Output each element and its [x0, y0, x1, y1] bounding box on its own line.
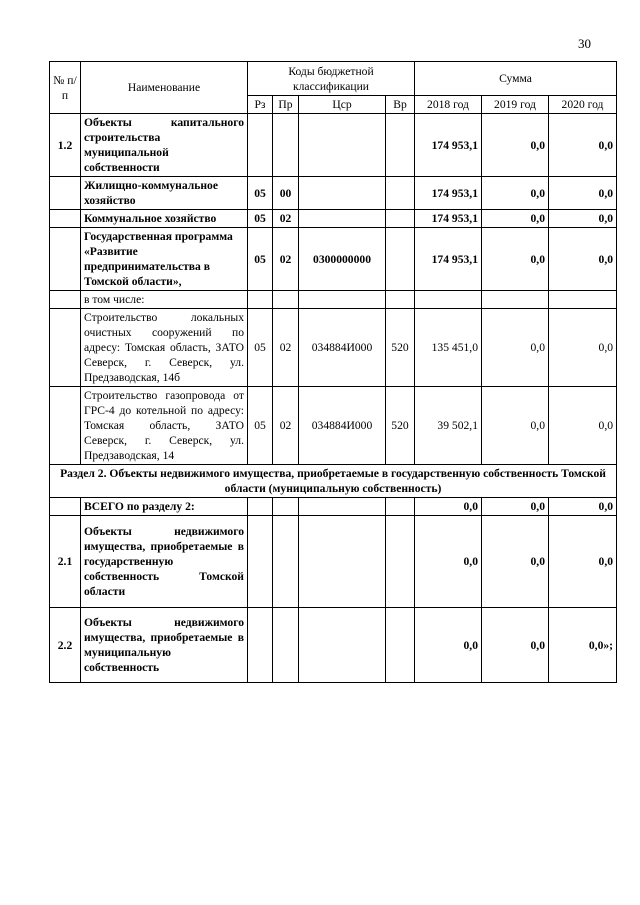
total-vr	[386, 498, 415, 516]
row-2019: 0,0	[482, 177, 549, 210]
row-vr	[386, 177, 415, 210]
row-rz: 05	[248, 228, 273, 291]
header-2018: 2018 год	[415, 96, 482, 114]
row-2020	[549, 291, 617, 309]
row-2020: 0,0	[549, 228, 617, 291]
row-csr	[299, 291, 386, 309]
row-vr	[386, 114, 415, 177]
table-row	[50, 177, 617, 210]
row-2018: 0,0	[415, 516, 482, 608]
row-rz: 05	[248, 177, 273, 210]
header-vr: Вр	[386, 96, 415, 114]
row-rz	[248, 291, 273, 309]
row-2020: 0,0	[549, 177, 617, 210]
row-2018: 174 953,1	[415, 210, 482, 228]
row-2018: 135 451,0	[415, 309, 482, 387]
row-csr	[299, 210, 386, 228]
row-name: Объекты недвижимого имущества, приобретаемые в государственную собственность Томской области	[81, 516, 248, 608]
row-vr: 520	[386, 387, 415, 465]
budget-table	[49, 61, 617, 683]
table-row	[50, 387, 617, 465]
header-2019: 2019 год	[482, 96, 549, 114]
row-2020: 0,0	[549, 387, 617, 465]
table-row	[50, 516, 617, 608]
total-2019: 0,0	[482, 498, 549, 516]
row-vr: 520	[386, 309, 415, 387]
row-pr: 02	[273, 387, 299, 465]
header-rz: Рз	[248, 96, 273, 114]
row-2018: 174 953,1	[415, 114, 482, 177]
total-num	[50, 498, 81, 516]
row-2018: 174 953,1	[415, 177, 482, 210]
row-vr	[386, 516, 415, 608]
row-2019: 0,0	[482, 228, 549, 291]
row-vr	[386, 291, 415, 309]
row-num	[50, 210, 81, 228]
row-rz: 05	[248, 387, 273, 465]
total-label: ВСЕГО по разделу 2:	[81, 498, 248, 516]
row-num: 2.2	[50, 608, 81, 683]
row-2018	[415, 291, 482, 309]
row-name: Коммунальное хозяйство	[81, 210, 248, 228]
table-row	[50, 309, 617, 387]
row-num	[50, 228, 81, 291]
row-num	[50, 309, 81, 387]
header-sum: Сумма	[415, 62, 617, 96]
row-csr: 034884И000	[299, 309, 386, 387]
row-2018: 39 502,1	[415, 387, 482, 465]
header-codes: Коды бюджетной классификации	[248, 62, 415, 96]
header-name: Наименование	[81, 62, 248, 114]
row-csr	[299, 608, 386, 683]
table-row	[50, 210, 617, 228]
row-csr: 034884И000	[299, 387, 386, 465]
table-row	[50, 114, 617, 177]
row-rz	[248, 608, 273, 683]
row-vr	[386, 228, 415, 291]
header-row-1	[50, 62, 617, 96]
row-csr	[299, 177, 386, 210]
row-2020: 0,0	[549, 309, 617, 387]
section-header-row	[50, 465, 617, 498]
row-vr	[386, 210, 415, 228]
row-num: 1.2	[50, 114, 81, 177]
row-name: Объекты капитального строительства муниципальной собственности	[81, 114, 248, 177]
row-pr	[273, 114, 299, 177]
row-pr	[273, 608, 299, 683]
row-num	[50, 387, 81, 465]
total-pr	[273, 498, 299, 516]
row-num: 2.1	[50, 516, 81, 608]
row-csr	[299, 516, 386, 608]
table-row	[50, 608, 617, 683]
row-pr: 02	[273, 228, 299, 291]
section-title: Раздел 2. Объекты недвижимого имущества, приобретаемые в государственную собственность Томской области (муниципальную собственность)	[50, 465, 617, 498]
total-2018: 0,0	[415, 498, 482, 516]
table-row	[50, 228, 617, 291]
total-row	[50, 498, 617, 516]
row-name: Строительство газопровода от ГРС-4 до котельной по адресу: Томская область, ЗАТО Северск, г. Северск, ул. Предзаводская, 14	[81, 387, 248, 465]
row-2018: 0,0	[415, 608, 482, 683]
row-rz	[248, 114, 273, 177]
row-name: Объекты недвижимого имущества, приобретаемые в муниципальную собственность	[81, 608, 248, 683]
total-2020: 0,0	[549, 498, 617, 516]
row-name: Жилищно-коммунальное хозяйство	[81, 177, 248, 210]
total-csr	[299, 498, 386, 516]
table-row	[50, 291, 617, 309]
row-2020: 0,0	[549, 516, 617, 608]
row-pr: 00	[273, 177, 299, 210]
row-pr: 02	[273, 210, 299, 228]
row-num	[50, 177, 81, 210]
row-name: Строительство локальных очистных сооружений по адресу: Томская область, ЗАТО Северск, г. Северск, ул. Предзаводская, 14б	[81, 309, 248, 387]
row-2020: 0,0	[549, 114, 617, 177]
header-num: № п/п	[50, 62, 81, 114]
row-2019: 0,0	[482, 114, 549, 177]
row-csr	[299, 114, 386, 177]
row-rz	[248, 516, 273, 608]
total-rz	[248, 498, 273, 516]
header-2020: 2020 год	[549, 96, 617, 114]
row-2019: 0,0	[482, 387, 549, 465]
row-2018: 174 953,1	[415, 228, 482, 291]
header-pr: Пр	[273, 96, 299, 114]
row-2019	[482, 291, 549, 309]
row-2020: 0,0»;	[549, 608, 617, 683]
row-pr	[273, 516, 299, 608]
page-number: 30	[578, 36, 591, 51]
row-csr: 0300000000	[299, 228, 386, 291]
row-vr	[386, 608, 415, 683]
row-rz: 05	[248, 210, 273, 228]
row-2019: 0,0	[482, 516, 549, 608]
header-csr: Цср	[299, 96, 386, 114]
row-2020: 0,0	[549, 210, 617, 228]
row-num	[50, 291, 81, 309]
row-name: в том числе:	[81, 291, 248, 309]
row-rz: 05	[248, 309, 273, 387]
row-name: Государственная программа «Развитие предпринимательства в Томской области»,	[81, 228, 248, 291]
row-pr	[273, 291, 299, 309]
row-pr: 02	[273, 309, 299, 387]
row-2019: 0,0	[482, 210, 549, 228]
row-2019: 0,0	[482, 309, 549, 387]
row-2019: 0,0	[482, 608, 549, 683]
